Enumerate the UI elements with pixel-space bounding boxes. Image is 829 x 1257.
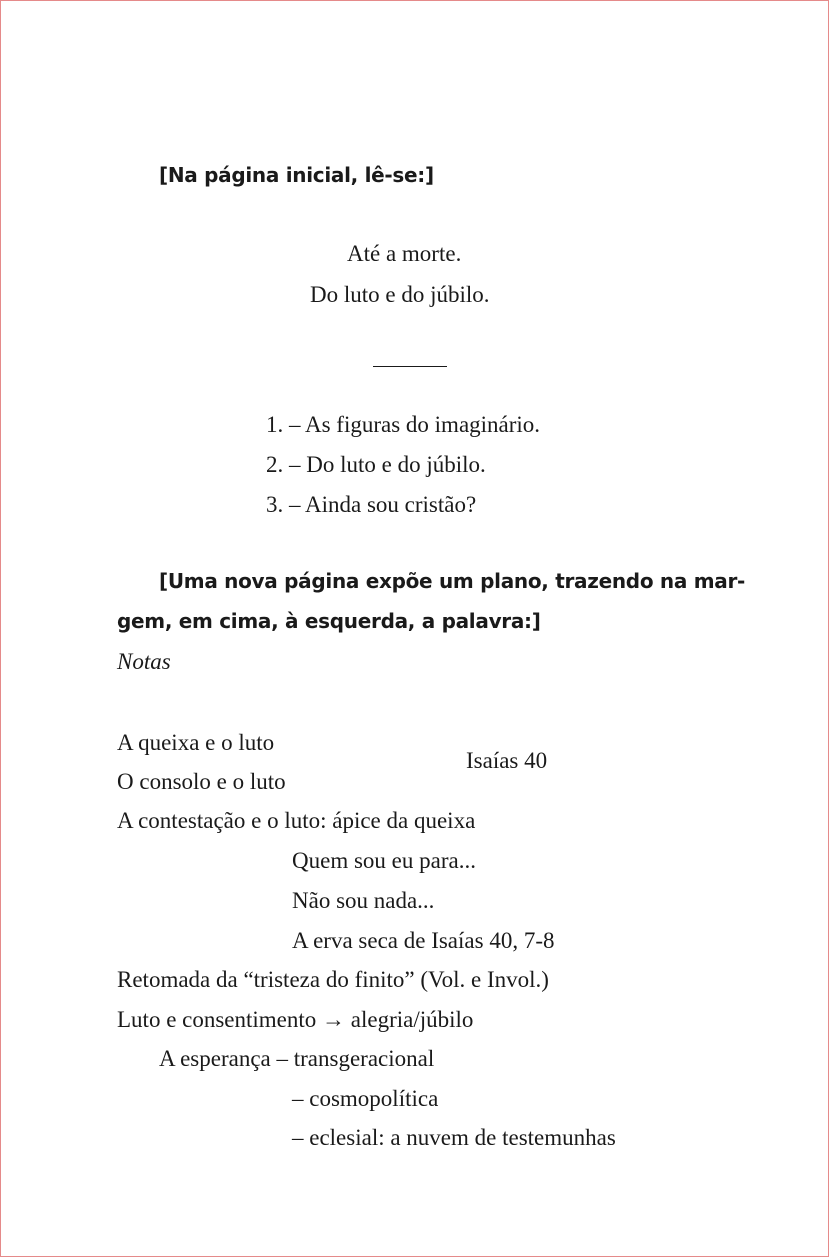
plan-line-contestacao: A contestação e o luto: ápice da queixa — [117, 808, 476, 833]
plan-subline-cosmopolitica: – cosmopolítica — [292, 1086, 439, 1111]
plan-subline-quem-sou: Quem sou eu para... — [292, 848, 476, 873]
plan-subline-erva-seca: A erva seca de Isaías 40, 7-8 — [292, 928, 555, 953]
plan-line-consolo: O consolo e o luto — [117, 769, 286, 794]
notas-label: Notas — [117, 649, 171, 674]
editorial-note-plan-line-1: [Uma nova página expõe um plano, trazendo na mar- — [159, 569, 746, 593]
horizontal-rule — [373, 366, 447, 367]
plan-subline-eclesial: – eclesial: a nuvem de testemunhas — [292, 1125, 616, 1150]
plan-subline-nao-sou: Não sou nada... — [292, 888, 435, 913]
plan-line-queixa: A queixa e o luto — [117, 730, 275, 755]
heading-line-2: Do luto e do júbilo. — [310, 282, 490, 307]
plan-side-reference: Isaías 40 — [466, 748, 548, 773]
toc-item-1: 1. – As figuras do imaginário. — [266, 412, 541, 437]
toc-item-3: 3. – Ainda sou cristão? — [266, 492, 477, 517]
heading-line-1: Até a morte. — [347, 241, 462, 266]
editorial-note-initial-page: [Na página inicial, lê-se:] — [159, 163, 434, 187]
editorial-note-plan-line-2: gem, em cima, à esquerda, a palavra:] — [117, 609, 541, 633]
plan-line-retomada: Retomada da “tristeza do finito” (Vol. e Invol.) — [117, 967, 549, 992]
toc-item-2: 2. – Do luto e do júbilo. — [266, 452, 486, 477]
plan-line-esperanca: A esperança – transgeracional — [159, 1046, 435, 1071]
plan-line-luto-consentimento: Luto e consentimento → alegria/júbilo — [117, 1007, 474, 1032]
